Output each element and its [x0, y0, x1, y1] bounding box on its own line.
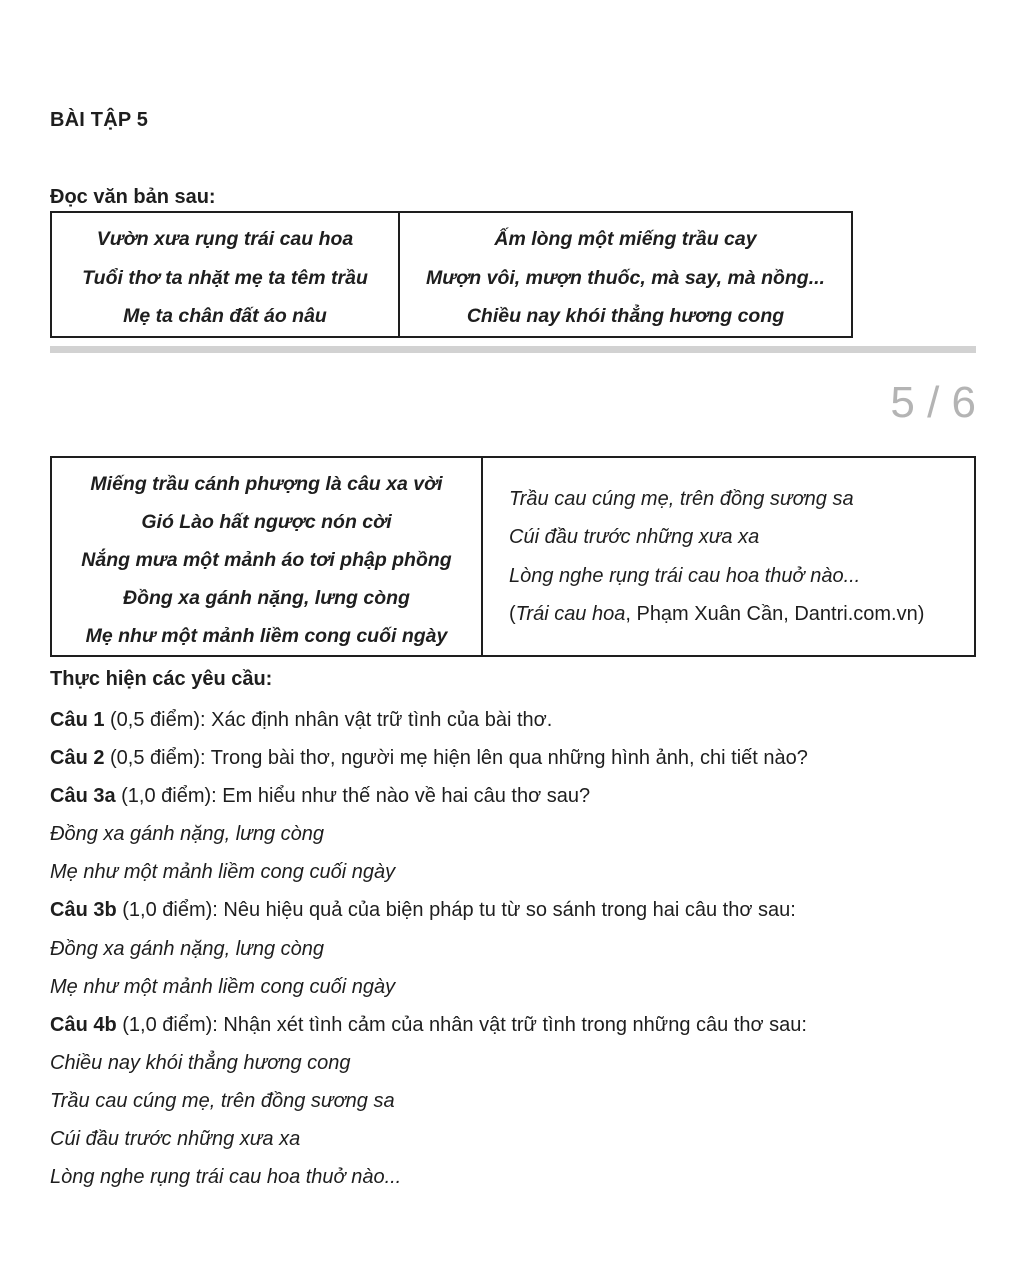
exercise-title: BÀI TẬP 5 — [50, 109, 149, 131]
question-text: (1,0 điểm): Em hiểu như thế nào về hai câu thơ sau? — [115, 785, 591, 808]
read-instruction: Đọc văn bản sau: — [50, 186, 216, 208]
question-label: Câu 1 — [50, 709, 105, 731]
quoted-verse: Mẹ như một mảnh liềm cong cuối ngày — [50, 861, 396, 884]
poem-line: Chiều nay khói thẳng hương cong — [466, 305, 785, 327]
poem-table-part-2 — [50, 456, 976, 657]
question-label: Câu 3b — [50, 899, 117, 922]
poem-line: Gió Lào hất ngược nón cời — [141, 511, 392, 533]
question-3b — [50, 891, 980, 929]
poem-line: Cúi đầu trước những xưa xa — [509, 526, 760, 548]
poem-column-right — [482, 457, 975, 656]
question-3a — [50, 777, 980, 815]
tasks-heading: Thực hiện các yêu cầu: — [50, 668, 273, 690]
poem-column-left — [51, 212, 399, 337]
quoted-verse: Lòng nghe rụng trái cau hoa thuở nào... — [50, 1166, 402, 1189]
page-indicator: 5 / 6 — [890, 378, 976, 427]
poem-line: Vườn xưa rụng trái cau hoa — [96, 228, 354, 250]
poem-table-part-1 — [50, 211, 853, 338]
poem-source: (Trái cau hoa, Phạm Xuân Cần, Dantri.com.vn) — [509, 603, 925, 625]
question-list — [50, 701, 980, 1196]
quoted-verse: Trầu cau cúng mẹ, trên đồng sương sa — [50, 1089, 395, 1112]
poem-column-left — [51, 457, 482, 656]
quoted-verse: Chiều nay khói thẳng hương cong — [50, 1051, 351, 1074]
poem-line: Lòng nghe rụng trái cau hoa thuở nào... — [509, 564, 861, 587]
poem-line: Mẹ như một mảnh liềm cong cuối ngày — [85, 625, 448, 647]
poem-source-title: Trái cau hoa — [515, 603, 626, 625]
poem-column-right — [399, 212, 852, 337]
question-text: (0,5 điểm): Trong bài thơ, người mẹ hiện lên qua những hình ảnh, chi tiết nào? — [104, 747, 808, 770]
poem-line: Trầu cau cúng mẹ, trên đồng sương sa — [509, 487, 854, 510]
question-label: Câu 2 — [50, 747, 105, 770]
page-divider — [50, 346, 976, 353]
poem-line: Tuổi thơ ta nhặt mẹ ta têm trầu — [82, 266, 368, 289]
question-label: Câu 3a — [50, 785, 116, 808]
quoted-verse: Mẹ như một mảnh liềm cong cuối ngày — [50, 975, 396, 998]
quoted-verse: Cúi đầu trước những xưa xa — [50, 1128, 301, 1151]
poem-line: Đồng xa gánh nặng, lưng còng — [123, 587, 410, 609]
poem-line: Nắng mưa một mảnh áo tơi phập phồng — [81, 549, 452, 571]
question-text: (1,0 điểm): Nhận xét tình cảm của nhân vật trữ tình trong những câu thơ sau: — [116, 1013, 807, 1036]
question-2 — [50, 739, 980, 777]
quoted-verse: Đồng xa gánh nặng, lưng còng — [50, 937, 324, 960]
question-text: (0,5 điểm): Xác định nhân vật trữ tình của bài thơ. — [104, 709, 553, 731]
question-1 — [50, 701, 980, 739]
poem-line: Ấm lòng một miếng trầu cay — [494, 228, 757, 250]
poem-line: Mượn vôi, mượn thuốc, mà say, mà nồng... — [426, 266, 825, 289]
question-4b — [50, 1006, 980, 1044]
question-label: Câu 4b — [50, 1013, 117, 1036]
quoted-verse: Đồng xa gánh nặng, lưng còng — [50, 823, 324, 846]
question-text: (1,0 điểm): Nêu hiệu quả của biện pháp tu từ so sánh trong hai câu thơ sau: — [116, 899, 796, 922]
poem-line: Miếng trầu cánh phượng là câu xa vời — [90, 473, 443, 495]
poem-line: Mẹ ta chân đất áo nâu — [123, 305, 327, 327]
